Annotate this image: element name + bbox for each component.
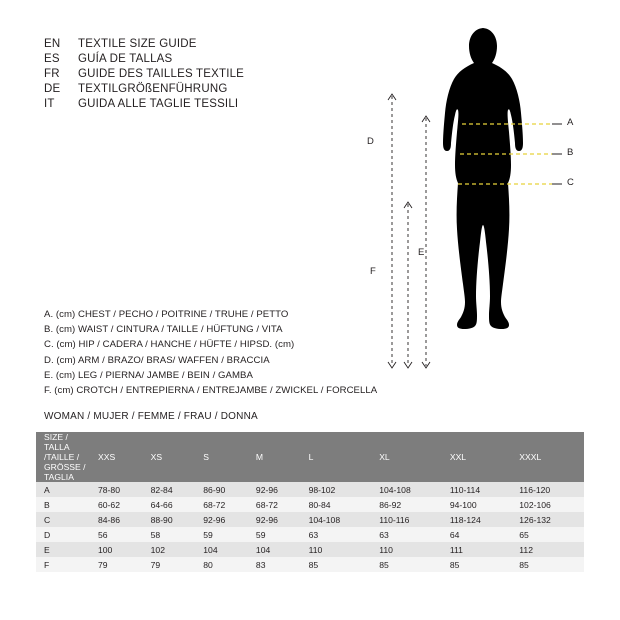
- row-label: F: [36, 557, 92, 572]
- cell: 59: [250, 527, 303, 542]
- cell: 92-96: [250, 512, 303, 527]
- cell: 79: [92, 557, 145, 572]
- measurement-legend: [44, 307, 404, 398]
- table-row: [36, 542, 584, 557]
- row-label: E: [36, 542, 92, 557]
- gender-label: WOMAN / MUJER / FEMME / FRAU / DONNA: [44, 411, 258, 422]
- table-header-row: [36, 432, 584, 482]
- column-header-l: L: [303, 432, 374, 482]
- cell: 102-106: [513, 497, 584, 512]
- figure-marker-c: C: [567, 177, 574, 188]
- title-text: GUIDE DES TAILLES TEXTILE: [78, 68, 245, 80]
- cell: 68-72: [250, 497, 303, 512]
- cell: 112: [513, 542, 584, 557]
- cell: 85: [444, 557, 513, 572]
- legend-item: B. (cm) WAIST / CINTURA / TAILLE / HÜFTUNG / VITA: [44, 324, 283, 336]
- table-row: [36, 482, 584, 497]
- title-row: [44, 68, 344, 80]
- cell: 86-92: [373, 497, 444, 512]
- cell: 94-100: [444, 497, 513, 512]
- cell: 98-102: [303, 482, 374, 497]
- title-lang: DE: [44, 83, 61, 95]
- cell: 85: [513, 557, 584, 572]
- cell: 68-72: [197, 497, 250, 512]
- cell: 80: [197, 557, 250, 572]
- column-header-xxxl: XXXL: [513, 432, 584, 482]
- cell: 65: [513, 527, 584, 542]
- cell: 80-84: [303, 497, 374, 512]
- table-row: [36, 527, 584, 542]
- title-text: GUÍA DE TALLAS: [78, 53, 173, 65]
- cell: 64: [444, 527, 513, 542]
- column-header-xl: XL: [373, 432, 444, 482]
- cell: 102: [145, 542, 198, 557]
- body-measurement-diagram: [356, 26, 592, 406]
- cell: 85: [373, 557, 444, 572]
- column-header-m: M: [250, 432, 303, 482]
- size-table: [36, 432, 584, 572]
- size-table-head: [36, 432, 584, 482]
- cell: 60-62: [92, 497, 145, 512]
- cell: 104-108: [373, 482, 444, 497]
- title-text: TEXTILGRÖßENFÜHRUNG: [78, 83, 228, 95]
- row-label: C: [36, 512, 92, 527]
- title-lang: FR: [44, 68, 60, 80]
- cell: 104: [250, 542, 303, 557]
- table-corner-header: SIZE / TALLA /TAILLE / GRÖSSE / TAGLIA: [36, 432, 92, 482]
- cell: 126-132: [513, 512, 584, 527]
- cell: 110: [303, 542, 374, 557]
- cell: 92-96: [197, 512, 250, 527]
- cell: 100: [92, 542, 145, 557]
- cell: 85: [303, 557, 374, 572]
- cell: 84-86: [92, 512, 145, 527]
- title-row: [44, 53, 344, 65]
- cell: 59: [197, 527, 250, 542]
- title-lang: IT: [44, 98, 55, 110]
- legend-item: E. (cm) LEG / PIERNA/ JAMBE / BEIN / GAMBA: [44, 369, 253, 381]
- legend-item: D. (cm) ARM / BRAZO/ BRAS/ WAFFEN / BRACCIA: [44, 354, 270, 366]
- cell: 88-90: [145, 512, 198, 527]
- cell: 110-114: [444, 482, 513, 497]
- figure-marker-d: D: [367, 136, 374, 147]
- table-row: [36, 557, 584, 572]
- cell: 86-90: [197, 482, 250, 497]
- row-label: D: [36, 527, 92, 542]
- legend-item: C. (cm) HIP / CADERA / HANCHE / HÜFTE / HIPSD. (cm): [44, 339, 295, 351]
- figure-marker-b: B: [567, 147, 574, 158]
- figure-marker-f: F: [370, 266, 376, 277]
- cell: 64-66: [145, 497, 198, 512]
- cell: 79: [145, 557, 198, 572]
- size-table-body: [36, 482, 584, 572]
- table-row: [36, 512, 584, 527]
- title-row: [44, 98, 344, 110]
- title-block: [44, 38, 344, 113]
- title-lang: EN: [44, 38, 61, 50]
- column-header-xxs: XXS: [92, 432, 145, 482]
- row-label: B: [36, 497, 92, 512]
- column-header-s: S: [197, 432, 250, 482]
- title-text: TEXTILE SIZE GUIDE: [78, 38, 197, 50]
- table-row: [36, 497, 584, 512]
- cell: 56: [92, 527, 145, 542]
- cell: 63: [373, 527, 444, 542]
- figure-marker-e: E: [418, 247, 425, 258]
- figure-svg: [356, 26, 592, 406]
- title-text: GUIDA ALLE TAGLIE TESSILI: [78, 98, 239, 110]
- column-header-xxl: XXL: [444, 432, 513, 482]
- row-label: A: [36, 482, 92, 497]
- title-row: [44, 83, 344, 95]
- legend-item: A. (cm) CHEST / PECHO / POITRINE / TRUHE / PETTO: [44, 309, 289, 320]
- column-header-xs: XS: [145, 432, 198, 482]
- cell: 110: [373, 542, 444, 557]
- female-silhouette-icon: [443, 28, 523, 329]
- cell: 111: [444, 542, 513, 557]
- cell: 82-84: [145, 482, 198, 497]
- cell: 78-80: [92, 482, 145, 497]
- cell: 116-120: [513, 482, 584, 497]
- cell: 58: [145, 527, 198, 542]
- cell: 118-124: [444, 512, 513, 527]
- title-lang: ES: [44, 53, 60, 65]
- cell: 92-96: [250, 482, 303, 497]
- legend-item: F. (cm) CROTCH / ENTREPIERNA / ENTREJAMBE / ZWICKEL / FORCELLA: [44, 385, 378, 397]
- cell: 110-116: [373, 512, 444, 527]
- cell: 83: [250, 557, 303, 572]
- cell: 63: [303, 527, 374, 542]
- cell: 104: [197, 542, 250, 557]
- figure-marker-a: A: [567, 117, 574, 128]
- cell: 104-108: [303, 512, 374, 527]
- title-row: [44, 38, 344, 50]
